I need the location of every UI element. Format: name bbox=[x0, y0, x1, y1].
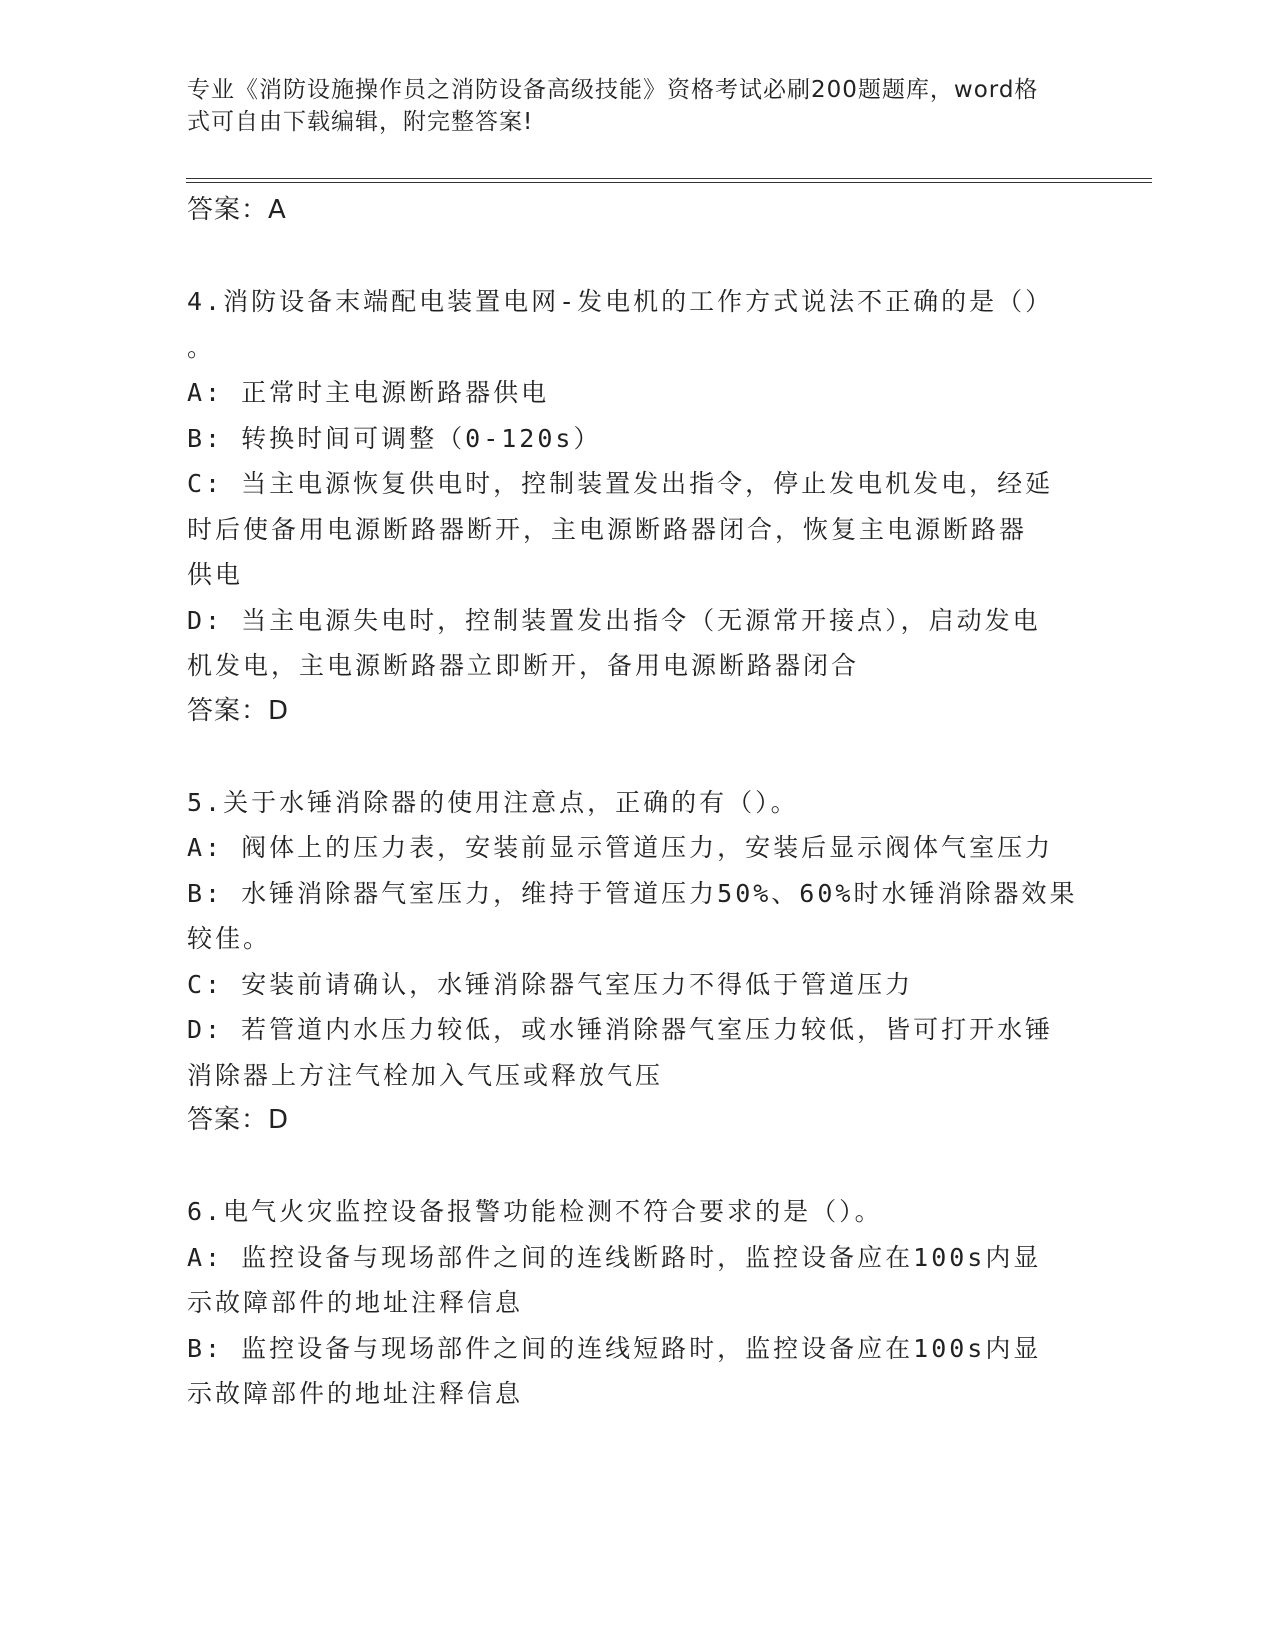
question-6 bbox=[187, 1189, 1087, 1417]
question-5 bbox=[187, 780, 1087, 1144]
option-b: 示故障部件的地址注释信息 bbox=[187, 1379, 524, 1408]
answer-line: 答案：D bbox=[187, 695, 290, 726]
header-line: 式可自由下载编辑，附完整答案! bbox=[187, 109, 534, 135]
header-line: 专业《消防设施操作员之消防设备高级技能》资格考试必刷200题题库，word格 bbox=[187, 77, 1039, 103]
option-d: D: 当主电源失电时，控制装置发出指令（无源常开接点），启动发电 bbox=[187, 605, 1041, 635]
answer-line: 答案：A bbox=[187, 195, 287, 225]
option-d: 机发电，主电源断路器立即断开，备用电源断路器闭合 bbox=[187, 651, 860, 680]
option-b: B: 水锤消除器气室压力，维持于管道压力50%、60%时水锤消除器效果 bbox=[187, 878, 1078, 908]
question-stem: 5.关于水锤消除器的使用注意点，正确的有（）。 bbox=[187, 787, 799, 817]
header-divider bbox=[186, 178, 1152, 179]
option-b: B: 转换时间可调整（0-120s） bbox=[187, 423, 602, 453]
option-a: 示故障部件的地址注释信息 bbox=[187, 1288, 524, 1317]
answer-line: 答案：D bbox=[187, 1105, 290, 1135]
header-divider bbox=[186, 182, 1152, 183]
option-b: 较佳。 bbox=[187, 924, 272, 953]
question-stem: 6.电气火灾监控设备报警功能检测不符合要求的是（）。 bbox=[187, 1197, 883, 1226]
option-a: A: 监控设备与现场部件之间的连线断路时，监控设备应在100s内显 bbox=[187, 1242, 1042, 1272]
question-stem: 4.消防设备末端配电装置电网-发电机的工作方式说法不正确的是（） bbox=[187, 287, 1054, 316]
option-d: 消除器上方注气栓加入气压或释放气压 bbox=[187, 1060, 664, 1090]
option-a: A: 阀体上的压力表，安装前显示管道压力，安装后显示阀体气室压力 bbox=[187, 833, 1054, 862]
page-header bbox=[187, 74, 1067, 138]
question-4 bbox=[187, 279, 1087, 734]
option-c: 时后使备用电源断路器断开，主电源断路器闭合，恢复主电源断路器 bbox=[187, 514, 1028, 544]
option-c: 供电 bbox=[187, 560, 244, 589]
question-stem: 。 bbox=[187, 332, 216, 362]
option-a: A: 正常时主电源断路器供电 bbox=[187, 378, 550, 407]
option-d: D: 若管道内水压力较低，或水锤消除器气室压力较低，皆可打开水锤 bbox=[187, 1015, 1054, 1044]
option-b: B: 监控设备与现场部件之间的连线短路时，监控设备应在100s内显 bbox=[187, 1333, 1042, 1363]
option-c: C: 当主电源恢复供电时，控制装置发出指令，停止发电机发电，经延 bbox=[187, 469, 1054, 498]
option-c: C: 安装前请确认，水锤消除器气室压力不得低于管道压力 bbox=[187, 969, 914, 999]
document-body bbox=[187, 188, 1087, 1417]
